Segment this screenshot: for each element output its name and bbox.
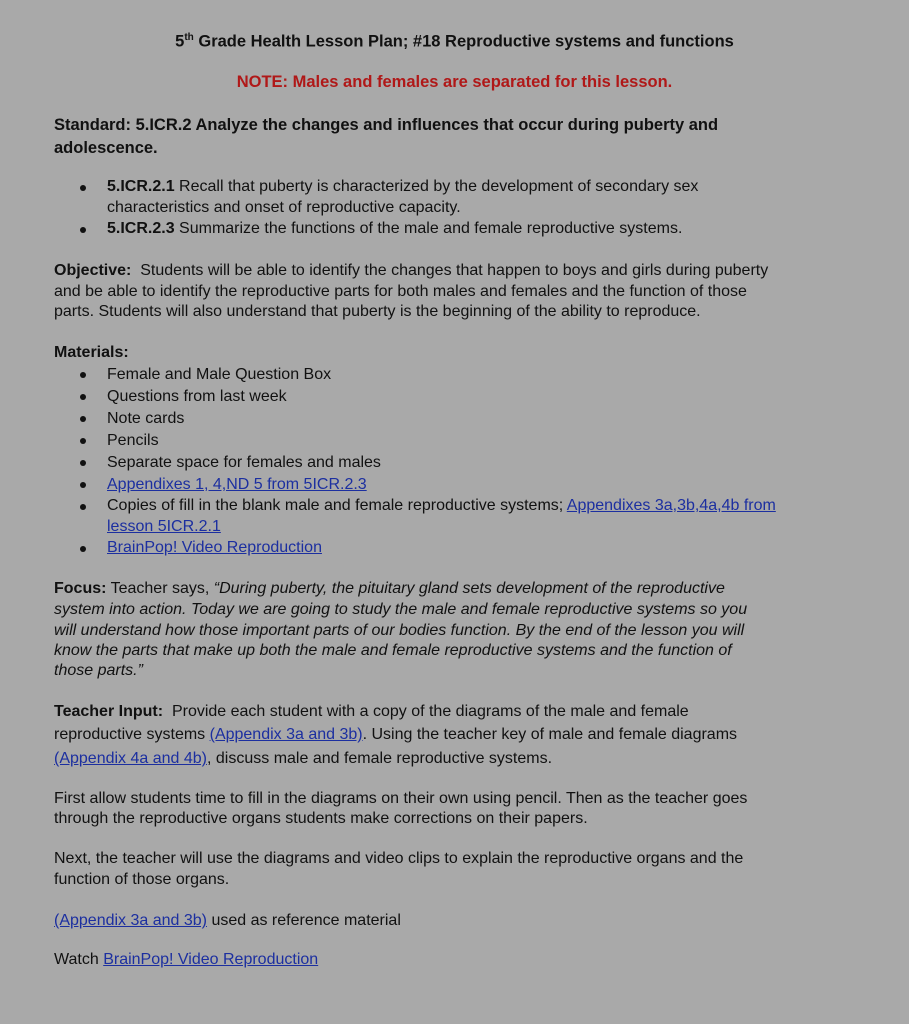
- teacher-input-line-3: (Appendix 4a and 4b), discuss male and female reproductive systems.: [54, 750, 553, 767]
- teacher-input-line-1: Teacher Input: Provide each student with a copy of the diagrams of the male and female: [54, 703, 689, 720]
- material-item: Female and Male Question Box: [107, 366, 332, 383]
- appendix-4a-4b-link[interactable]: (Appendix 4a and 4b): [54, 750, 207, 767]
- focus-line-1: Focus: Teacher says, “During puberty, the pituitary gland sets development of the reproductive: [54, 580, 725, 597]
- objective-line-3: parts. Students will also understand that puberty is the beginning of the ability to reproduce.: [54, 303, 701, 320]
- next-para-line-2: function of those organs.: [54, 871, 230, 888]
- focus-line-5: those parts.”: [54, 662, 143, 679]
- appendixes-link[interactable]: Appendixes 1, 4,ND 5 from 5ICR.2.3: [107, 476, 367, 493]
- standard-heading-cont: adolescence.: [54, 139, 158, 157]
- teacher-input-line-2: reproductive systems (Appendix 3a and 3b). Using the teacher key of male and female diagrams: [54, 726, 738, 743]
- lesson-link[interactable]: lesson 5ICR.2.1: [107, 518, 221, 535]
- bullet-icon: [80, 227, 86, 233]
- reference-line: (Appendix 3a and 3b) used as reference material: [54, 912, 401, 929]
- first-para-line-2: through the reproductive organs students make corrections on their papers.: [54, 810, 588, 827]
- focus-line-4: know the parts that make up both the male and female reproductive systems and the function of: [54, 642, 732, 659]
- standard-heading: Standard: 5.ICR.2 Analyze the changes and influences that occur during puberty and: [54, 116, 719, 134]
- standard-bullet-2: 5.ICR.2.3 Summarize the functions of the male and female reproductive systems.: [107, 220, 683, 237]
- first-para-line-1: First allow students time to fill in the diagrams on their own using pencil. Then as the teacher goes: [54, 790, 748, 807]
- bullet-icon: [80, 416, 86, 422]
- appendixes-3a-4b-link[interactable]: Appendixes 3a,3b,4a,4b from: [566, 497, 776, 514]
- material-item: Questions from last week: [107, 388, 287, 405]
- standard-bullet-1: 5.ICR.2.1 Recall that puberty is characterized by the development of secondary sex: [107, 178, 699, 195]
- material-item: Separate space for females and males: [107, 454, 381, 471]
- focus-line-3: will understand how those important parts of our bodies function. By the end of the lesson you will: [54, 622, 745, 639]
- material-item: Note cards: [107, 410, 185, 427]
- bullet-icon: [80, 372, 86, 378]
- bullet-icon: [80, 438, 86, 444]
- material-item: Pencils: [107, 432, 159, 449]
- watch-brainpop-link[interactable]: BrainPop! Video Reproduction: [103, 951, 319, 968]
- appendix-3a-3b-link[interactable]: (Appendix 3a and 3b): [209, 726, 363, 743]
- objective-line-2: and be able to identify the reproductive parts for both males and females and the function of those: [54, 283, 747, 300]
- note-banner: NOTE: Males and females are separated for this lesson.: [236, 73, 673, 91]
- bullet-icon: [80, 546, 86, 552]
- bullet-icon: [80, 482, 86, 488]
- focus-line-2: system into action. Today we are going to study the male and female reproductive systems so you: [54, 601, 748, 618]
- material-item-copies-cont: [107, 518, 221, 536]
- next-para-line-1: Next, the teacher will use the diagrams and video clips to explain the reproductive organs and the: [54, 850, 744, 867]
- bullet-icon: [80, 460, 86, 466]
- bullet-icon: [80, 504, 86, 510]
- bullet-icon: [80, 185, 86, 191]
- material-item-brainpop: [107, 539, 322, 557]
- bullet-icon: [80, 394, 86, 400]
- watch-line: Watch BrainPop! Video Reproduction: [54, 951, 319, 968]
- page-title: 5th Grade Health Lesson Plan; #18 Reproductive systems and functions: [175, 32, 734, 51]
- objective-line-1: Objective: Students will be able to identify the changes that happen to boys and girls during puberty: [54, 262, 769, 279]
- reference-appendix-link[interactable]: (Appendix 3a and 3b): [54, 912, 207, 929]
- standard-bullet-1-cont: characteristics and onset of reproductive capacity.: [107, 199, 461, 216]
- brainpop-link[interactable]: BrainPop! Video Reproduction: [107, 539, 322, 556]
- materials-heading: Materials:: [54, 344, 129, 361]
- material-item-appendixes: [107, 476, 367, 494]
- material-item-copies: Copies of fill in the blank male and female reproductive systems; Appendixes 3a,3b,4a,4b from: [107, 497, 776, 514]
